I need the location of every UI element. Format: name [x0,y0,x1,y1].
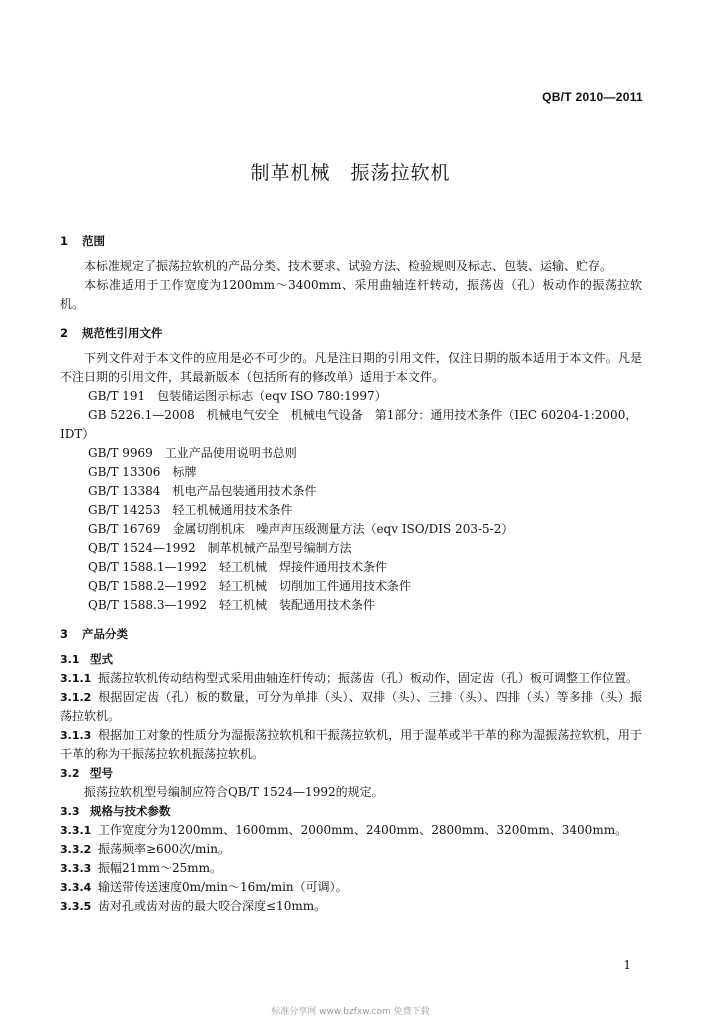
subsection-number: 3.2 [60,767,80,780]
paragraph: 下列文件对于本文件的应用是必不可少的。凡是注日期的引用文件，仅注日期的版本适用于本文件。凡是不注日期的引用文件，其最新版本（包括所有的修改单）适用于本文件。 [60,351,642,384]
subsection-number: 3.1 [60,653,80,666]
reference-item: QB/T 1588.2—1992 轻工机械 切削加工件通用技术条件 [88,579,412,593]
reference-item: GB/T 191 包装储运图示标志（eqv ISO 780:1997） [88,389,387,403]
clause-number: 3.3.4 [60,881,92,894]
clause-text: 根据加工对象的性质分为湿振荡拉软机和干振荡拉软机，用于湿革或半干革的称为湿振荡拉软机，用于干革的称为干振荡拉软机振荡拉软机。 [60,728,642,761]
reference-item: QB/T 1588.3—1992 轻工机械 装配通用技术条件 [88,598,376,612]
section-label: 范围 [82,234,105,248]
numbered-paragraph [60,726,642,764]
clause-text: 振荡频率≥600次/min。 [98,842,230,856]
reference-item: QB/T 1524—1992 制革机械产品型号编制方法 [88,541,352,555]
clause-text: 齿对孔或齿对齿的最大咬合深度≤10mm。 [98,899,327,913]
footer-watermark: 标准分享网 www.bzfxw.com 免费下载 [271,1007,430,1017]
numbered-paragraph [60,821,642,840]
subsection-label: 型号 [90,766,113,780]
subsection-heading [60,764,642,783]
paragraph: 本标准规定了振荡拉软机的产品分类、技术要求、试验方法、检验规则及标志、包装、运输、贮存。 [84,259,613,273]
clause-number: 3.3.5 [60,900,92,913]
clause-number: 3.1.3 [60,729,92,742]
document-title: 制革机械 振荡拉软机 [250,162,451,184]
section-2-heading [60,324,642,343]
section-number: 3 [60,627,69,641]
standard-code: QB/T 2010—2011 [542,90,643,104]
clause-text: 输送带传送速度0m/min～16m/min（可调）。 [98,880,348,894]
clause-number: 3.1.2 [60,691,92,704]
numbered-paragraph [60,859,642,878]
section-1-heading [60,232,642,251]
clause-text: 振荡拉软机传动结构型式采用曲轴连杆传动；振荡齿（孔）板动作，固定齿（孔）板可调整工作位置。 [98,671,639,685]
reference-item: GB/T 16769 金属切削机床 噪声声压级测量方法（eqv ISO/DIS 203-5-2） [88,522,514,536]
clause-text: 振幅21mm～25mm。 [98,861,223,875]
numbered-paragraph [60,688,642,726]
reference-item: GB 5226.1—2008 机械电气安全 机械电气设备 第1部分：通用技术条件（IEC 60204-1:2000，IDT） [60,408,638,441]
clause-text: 根据固定齿（孔）板的数量，可分为单排（头）、双排（头）、三排（头）、四排（头）等多排（头）振荡拉软机。 [60,690,642,723]
reference-item: GB/T 14253 轻工机械通用技术条件 [88,503,293,517]
section-number: 2 [60,326,69,340]
numbered-paragraph [60,840,642,859]
clause-number: 3.3.1 [60,824,92,837]
numbered-paragraph [60,897,642,916]
section-number: 1 [60,234,69,248]
subsection-number: 3.3 [60,805,80,818]
paragraph: 本标准适用于工作宽度为1200mm～3400mm、采用曲轴连杆转动，振荡齿（孔）板动作的振荡拉软机。 [60,278,642,311]
clause-number: 3.1.1 [60,672,92,685]
subsection-label: 规格与技术参数 [90,804,171,818]
paragraph: 振荡拉软机型号编制应符合QB/T 1524—1992的规定。 [84,785,384,799]
numbered-paragraph [60,669,642,688]
reference-item: GB/T 13384 机电产品包装通用技术条件 [88,484,317,498]
document-body [60,232,642,916]
reference-item: GB/T 9969 工业产品使用说明书总则 [88,446,297,460]
numbered-paragraph [60,878,642,897]
page-number: 1 [623,958,631,972]
subsection-label: 型式 [90,652,113,666]
reference-item: QB/T 1588.1—1992 轻工机械 焊接件通用技术条件 [88,560,388,574]
clause-text: 工作宽度分为1200mm、1600mm、2000mm、2400mm、2800mm、3200mm、3400mm。 [98,823,628,837]
section-label: 产品分类 [82,627,128,641]
section-3-heading [60,625,642,644]
reference-item: GB/T 13306 标牌 [88,465,197,479]
section-label: 规范性引用文件 [82,326,163,340]
clause-number: 3.3.3 [60,862,92,875]
clause-number: 3.3.2 [60,843,92,856]
subsection-heading [60,650,642,669]
subsection-heading [60,802,642,821]
